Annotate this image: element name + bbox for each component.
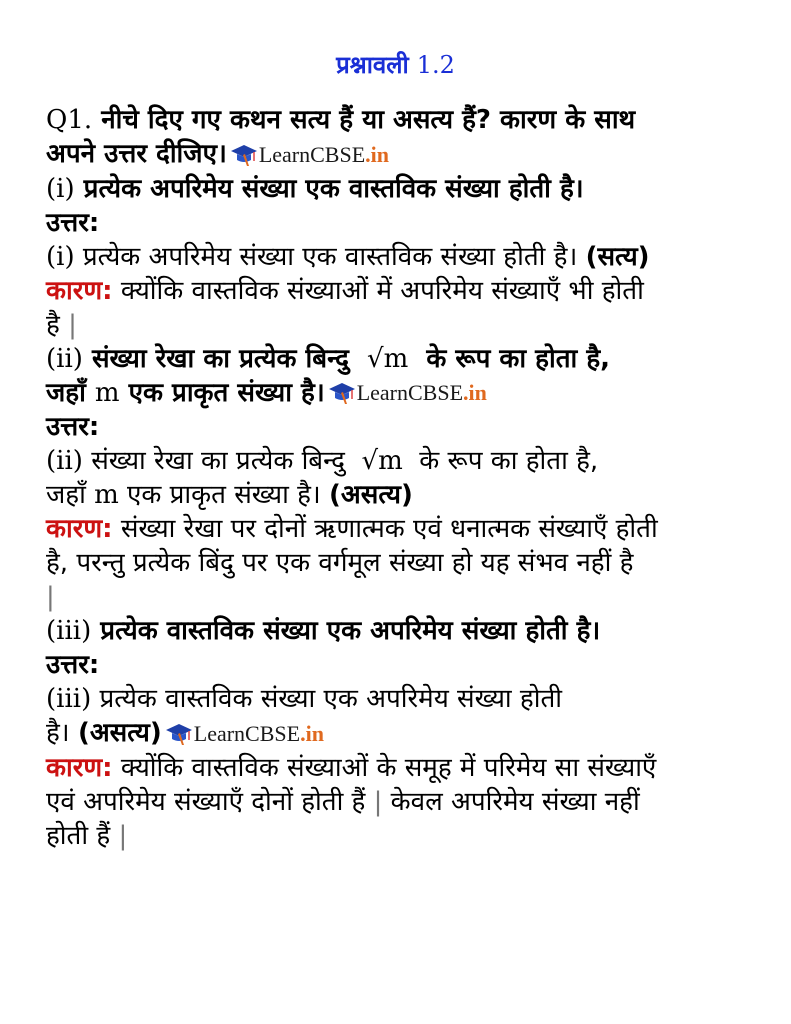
p2-reason-label: कारण: [46,514,113,544]
p3-q-num: (iii) [46,616,92,646]
p2-ans-sqrt: √m [361,446,403,476]
p2-question-1 [46,342,766,376]
logo-name: LearnCBSE [193,720,301,746]
p2-q-text-3a: जहाँ [46,377,86,408]
graduation-cap-icon [327,380,357,406]
p2-reason-text-1: संख्या रेखा पर दोनों ऋणात्मक एवं धनात्मक संख्याएँ होती [120,514,658,544]
logo-domain: .in [463,380,487,405]
p3-answer-1 [46,682,766,716]
p1-ans-text: प्रत्येक अपरिमेय संख्या एक वास्तविक संख्या होती है। [82,241,578,272]
p1-reason-1 [46,274,766,308]
p2-bar: | [46,582,55,612]
p2-reason-2 [46,546,766,580]
p3-reason-text-2b: केवल अपरिमेय संख्या नहीं [390,786,640,817]
q1-label: Q1. [46,105,93,135]
p3-bar-2: | [118,820,128,851]
q1-text-1: नीचे दिए गए कथन सत्य हैं या असत्य हैं? कारण के साथ [101,105,636,135]
q1-line-2 [46,137,766,172]
p3-bar-1: | [373,786,383,817]
p2-ans-text-3b: एक प्राकृत संख्या है। [127,480,321,510]
p2-ans-m: m [94,480,119,510]
p3-reason-2 [46,785,766,819]
p2-ans-text-2: के रूप का होता है, [419,446,599,476]
p2-reason-3 [46,580,766,614]
graduation-cap-icon [164,721,194,747]
page-title [0,48,791,81]
p1-question [46,172,766,206]
p2-reason-text-2: है, परन्तु प्रत्येक बिंदु पर एक वर्गमूल संख्या हो यह संभव नहीं है [46,548,634,578]
p2-q-text-1: संख्या रेखा का प्रत्येक बिन्दु [91,343,349,374]
p1-ans-num: (i) [46,241,75,272]
p2-verdict: (असत्य) [329,480,413,510]
p2-q-sqrt: √m [367,343,409,374]
learncbse-logo [164,717,324,751]
p1-reason-text-1: क्योंकि वास्तविक संख्याओं में अपरिमेय संख्याएँ भी होती [120,275,644,306]
graduation-cap-icon [229,142,259,168]
p3-ans-text-1: प्रत्येक वास्तविक संख्या एक अपरिमेय संख्या होती [99,684,563,714]
p3-verdict: (असत्य) [77,718,162,748]
p3-q-text: प्रत्येक वास्तविक संख्या एक अपरिमेय संख्या होती है। [100,616,601,646]
q1-line-1 [46,103,766,137]
p1-q-num: (i) [46,173,75,204]
p3-ans-text-2: है। [46,718,70,748]
p2-answer-label: उत्तर: [46,412,100,442]
logo-name: LearnCBSE [356,380,464,405]
p3-question [46,614,766,648]
p2-q-m: m [94,377,120,408]
p2-answer-2 [46,478,766,512]
learncbse-logo [327,376,487,410]
p3-reason-text-2a: एवं अपरिमेय संख्याएँ दोनों होती हैं [46,786,366,817]
p2-q-text-3b: एक प्राकृत संख्या है। [128,377,325,408]
p3-reason-1 [46,751,766,785]
p1-answer-label: उत्तर: [46,207,100,238]
p3-reason-3 [46,819,766,853]
p1-bar: | [68,309,77,340]
p2-question-2 [46,376,766,411]
p1-verdict: (सत्य) [585,241,650,272]
p3-reason-text-1: क्योंकि वास्तविक संख्याओं के समूह में परिमेय सा संख्याएँ [120,752,657,783]
p2-ans-text-3a: जहाँ [46,480,86,510]
q1-text-2: अपने उत्तर दीजिए। [46,139,227,169]
p3-ans-num: (iii) [46,684,92,714]
p3-answer-label: उत्तर: [46,650,100,680]
p2-reason-1 [46,512,766,546]
learncbse-logo [229,138,389,172]
logo-domain: .in [365,141,389,167]
title-number: 1.2 [416,51,455,79]
p1-reason-2 [46,308,766,342]
p1-q-text: प्रत्येक अपरिमेय संख्या एक वास्तविक संख्या होती है। [83,173,584,204]
p2-ans-text-1: संख्या रेखा का प्रत्येक बिन्दु [91,446,345,476]
p1-reason-label: कारण: [46,275,113,306]
p2-answer-1 [46,444,766,478]
p3-reason-text-3: होती हैं [46,820,111,851]
p2-ans-num: (ii) [46,446,83,476]
p3-answer-2 [46,716,766,751]
logo-domain: .in [300,720,324,746]
content [46,103,766,853]
p1-reason-text-2: है [46,309,60,340]
p2-q-text-2: के रूप का होता है, [426,343,611,374]
p3-reason-label: कारण: [46,752,113,783]
logo-name: LearnCBSE [258,141,366,167]
title-text: प्रश्नावली [336,51,409,79]
p1-answer [46,240,766,274]
p2-q-num: (ii) [46,343,83,374]
